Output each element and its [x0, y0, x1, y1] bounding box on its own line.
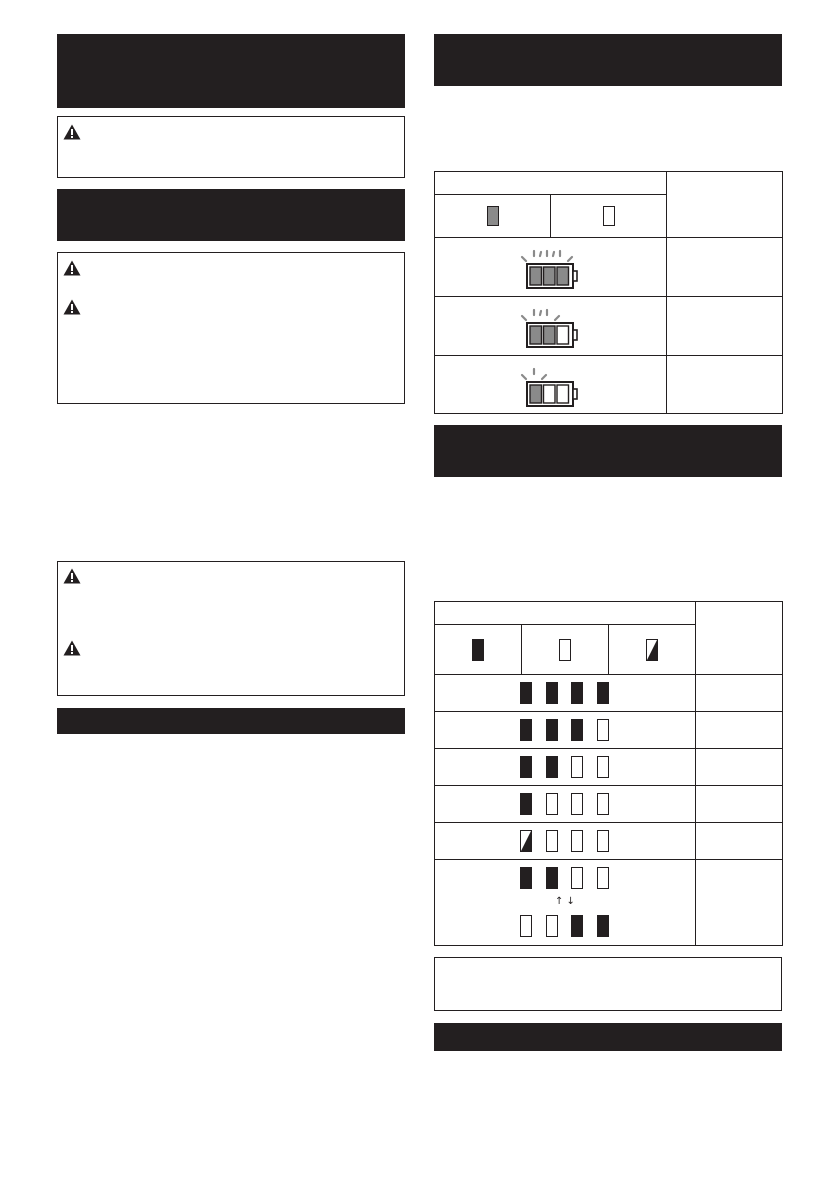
capacity-cell	[696, 675, 783, 712]
lamp-off-icon	[597, 719, 609, 741]
indicator-lamps-header	[435, 602, 696, 625]
lamp-off-icon	[546, 915, 558, 937]
lamp-off-icon	[597, 867, 609, 889]
lamp-on-icon	[571, 915, 583, 937]
lamp-row	[435, 675, 696, 712]
lamp-on-icon	[546, 756, 558, 778]
battery-segment-off	[557, 385, 569, 403]
lamp-row	[435, 712, 696, 749]
remaining-capacity-header	[667, 172, 783, 238]
warning-box-2	[57, 561, 405, 696]
blink-ray	[522, 316, 526, 320]
lamp-on-icon	[546, 682, 558, 704]
lamp-off-legend	[522, 625, 609, 675]
warning-box-1	[57, 252, 405, 404]
battery-row	[435, 297, 667, 356]
capacity-cell	[667, 356, 783, 414]
lamp-off-icon	[571, 793, 583, 815]
blink-ray	[522, 375, 526, 379]
battery-segment-lit	[543, 326, 555, 344]
lamp-off-icon	[571, 756, 583, 778]
lamp-on-icon	[520, 793, 532, 815]
caution-box-1	[57, 116, 405, 178]
lamp-on-icon	[520, 719, 532, 741]
battery-level-icon	[518, 302, 584, 350]
capacity-cell	[696, 823, 783, 860]
lamp-on-icon	[520, 867, 532, 889]
battery-capacity-table	[434, 171, 783, 414]
battery-terminal	[573, 271, 577, 281]
blink-ray	[540, 311, 541, 315]
battery-level-icon	[518, 361, 584, 409]
warning-triangle-icon	[63, 260, 81, 276]
blink-ray	[522, 257, 526, 261]
lamp-on-icon	[546, 867, 558, 889]
lamp-on-icon	[571, 682, 583, 704]
section-heading-bar-5	[434, 425, 782, 477]
lamp-off-legend	[551, 195, 667, 238]
lamp-off-icon	[546, 830, 558, 852]
lamp-off-icon	[571, 830, 583, 852]
remaining-capacity-header	[696, 602, 783, 675]
blink-ray	[555, 316, 559, 320]
indicator-lamps-header	[435, 172, 667, 195]
capacity-cell	[696, 860, 783, 946]
lamp-on-icon	[571, 719, 583, 741]
capacity-cell	[696, 749, 783, 786]
blink-ray	[553, 252, 554, 256]
lamp-row-alternating	[435, 860, 696, 946]
battery-row	[435, 356, 667, 414]
note-box	[434, 957, 782, 1011]
lamp-on-icon	[487, 206, 499, 226]
lamp-on-icon	[546, 719, 558, 741]
battery-segment-lit	[543, 267, 555, 285]
lamp-off-icon	[559, 639, 571, 661]
battery-segment-off	[543, 385, 555, 403]
warning-triangle-icon	[63, 568, 81, 584]
indicator-lamp-table	[434, 601, 783, 946]
lamp-lit-legend	[435, 195, 551, 238]
section-heading-bar-6	[434, 1023, 782, 1051]
battery-row	[435, 238, 667, 297]
warning-triangle-icon	[63, 299, 81, 315]
lamp-off-icon	[546, 793, 558, 815]
lamp-blinking-icon	[520, 830, 532, 852]
lamp-row	[435, 823, 696, 860]
blink-ray	[540, 252, 541, 256]
lamp-row	[435, 786, 696, 823]
lamp-off-icon	[571, 867, 583, 889]
section-heading-bar-2	[57, 189, 405, 241]
warning-triangle-icon	[63, 124, 81, 140]
section-heading-bar-4	[434, 34, 782, 86]
capacity-cell	[667, 238, 783, 297]
battery-segment-lit	[557, 267, 569, 285]
lamp-blinking-legend	[609, 625, 696, 675]
lamp-row	[435, 749, 696, 786]
lamp-off-icon	[597, 756, 609, 778]
lamp-on-icon	[472, 639, 484, 661]
battery-segment-lit	[530, 267, 542, 285]
battery-terminal	[573, 389, 577, 399]
lamp-off-icon	[597, 830, 609, 852]
lamp-blinking-icon	[646, 639, 658, 661]
lamp-on-icon	[520, 682, 532, 704]
blink-ray	[542, 375, 546, 379]
capacity-cell	[696, 786, 783, 823]
lamp-on-icon	[597, 682, 609, 704]
section-heading-bar-3	[57, 708, 405, 734]
lamp-off-icon	[603, 206, 615, 226]
blink-ray	[568, 257, 572, 261]
lamp-on-icon	[520, 756, 532, 778]
battery-terminal	[573, 330, 577, 340]
battery-segment-off	[557, 326, 569, 344]
alternating-arrows-icon: ↑ ↓	[555, 896, 575, 907]
lamp-off-icon	[520, 915, 532, 937]
lamp-lit-legend	[435, 625, 522, 675]
capacity-cell	[667, 297, 783, 356]
warning-triangle-icon	[63, 640, 81, 656]
battery-segment-lit	[530, 385, 542, 403]
lamp-on-icon	[597, 915, 609, 937]
section-heading-bar-1	[57, 34, 405, 108]
lamp-off-icon	[597, 793, 609, 815]
battery-level-icon	[518, 243, 584, 291]
battery-segment-lit	[530, 326, 542, 344]
capacity-cell	[696, 712, 783, 749]
